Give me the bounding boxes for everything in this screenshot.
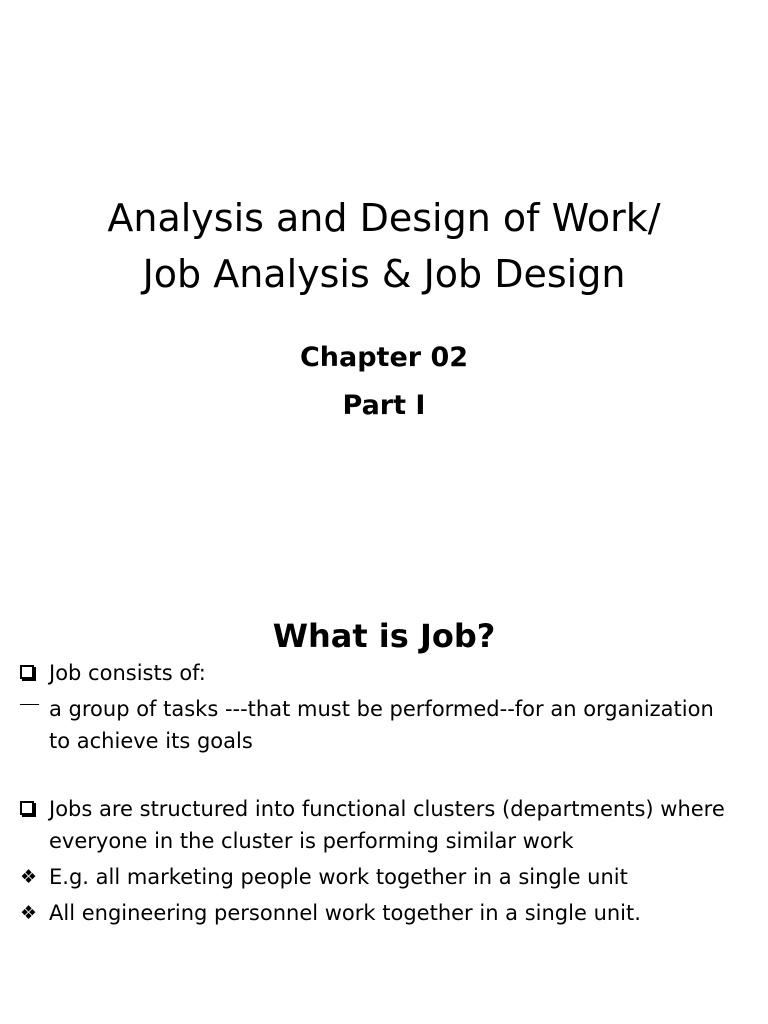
dash-icon — [20, 693, 44, 725]
diamond-four-icon: ❖ — [20, 902, 38, 924]
title-line-1: Analysis and Design of Work/ — [107, 196, 661, 240]
slide-title-heading — [0, 190, 768, 302]
subtitle-chapter: Chapter 02 — [299, 342, 469, 373]
bullet-text: Jobs are structured into functional clusters (departments) where everyone in the cluster is performing similar work — [49, 797, 725, 853]
list-item — [0, 897, 768, 929]
list-item — [0, 657, 768, 689]
slide-what-is-job — [0, 512, 768, 1024]
bullet-text: E.g. all marketing people work together in a single unit — [49, 865, 628, 889]
subtitle-part: Part I — [342, 390, 426, 421]
bullet-list — [0, 657, 768, 929]
list-item — [0, 861, 768, 893]
list-item — [0, 793, 768, 857]
diamond-four-icon: ❖ — [20, 866, 38, 888]
slide-heading: What is Job? — [272, 617, 496, 655]
bullet-text: Job consists of: — [49, 661, 206, 685]
list-item — [0, 693, 768, 757]
title-line-2: Job Analysis & Job Design — [142, 252, 626, 296]
checkbox-square-icon — [20, 793, 44, 825]
checkbox-square-icon — [20, 657, 44, 689]
bullet-text: All engineering personnel work together in a single unit. — [49, 901, 641, 925]
list-spacer — [0, 757, 768, 793]
slide-subtitle — [0, 334, 768, 430]
bullet-text: a group of tasks ---that must be performed--for an organization to achieve its goals — [49, 697, 714, 753]
